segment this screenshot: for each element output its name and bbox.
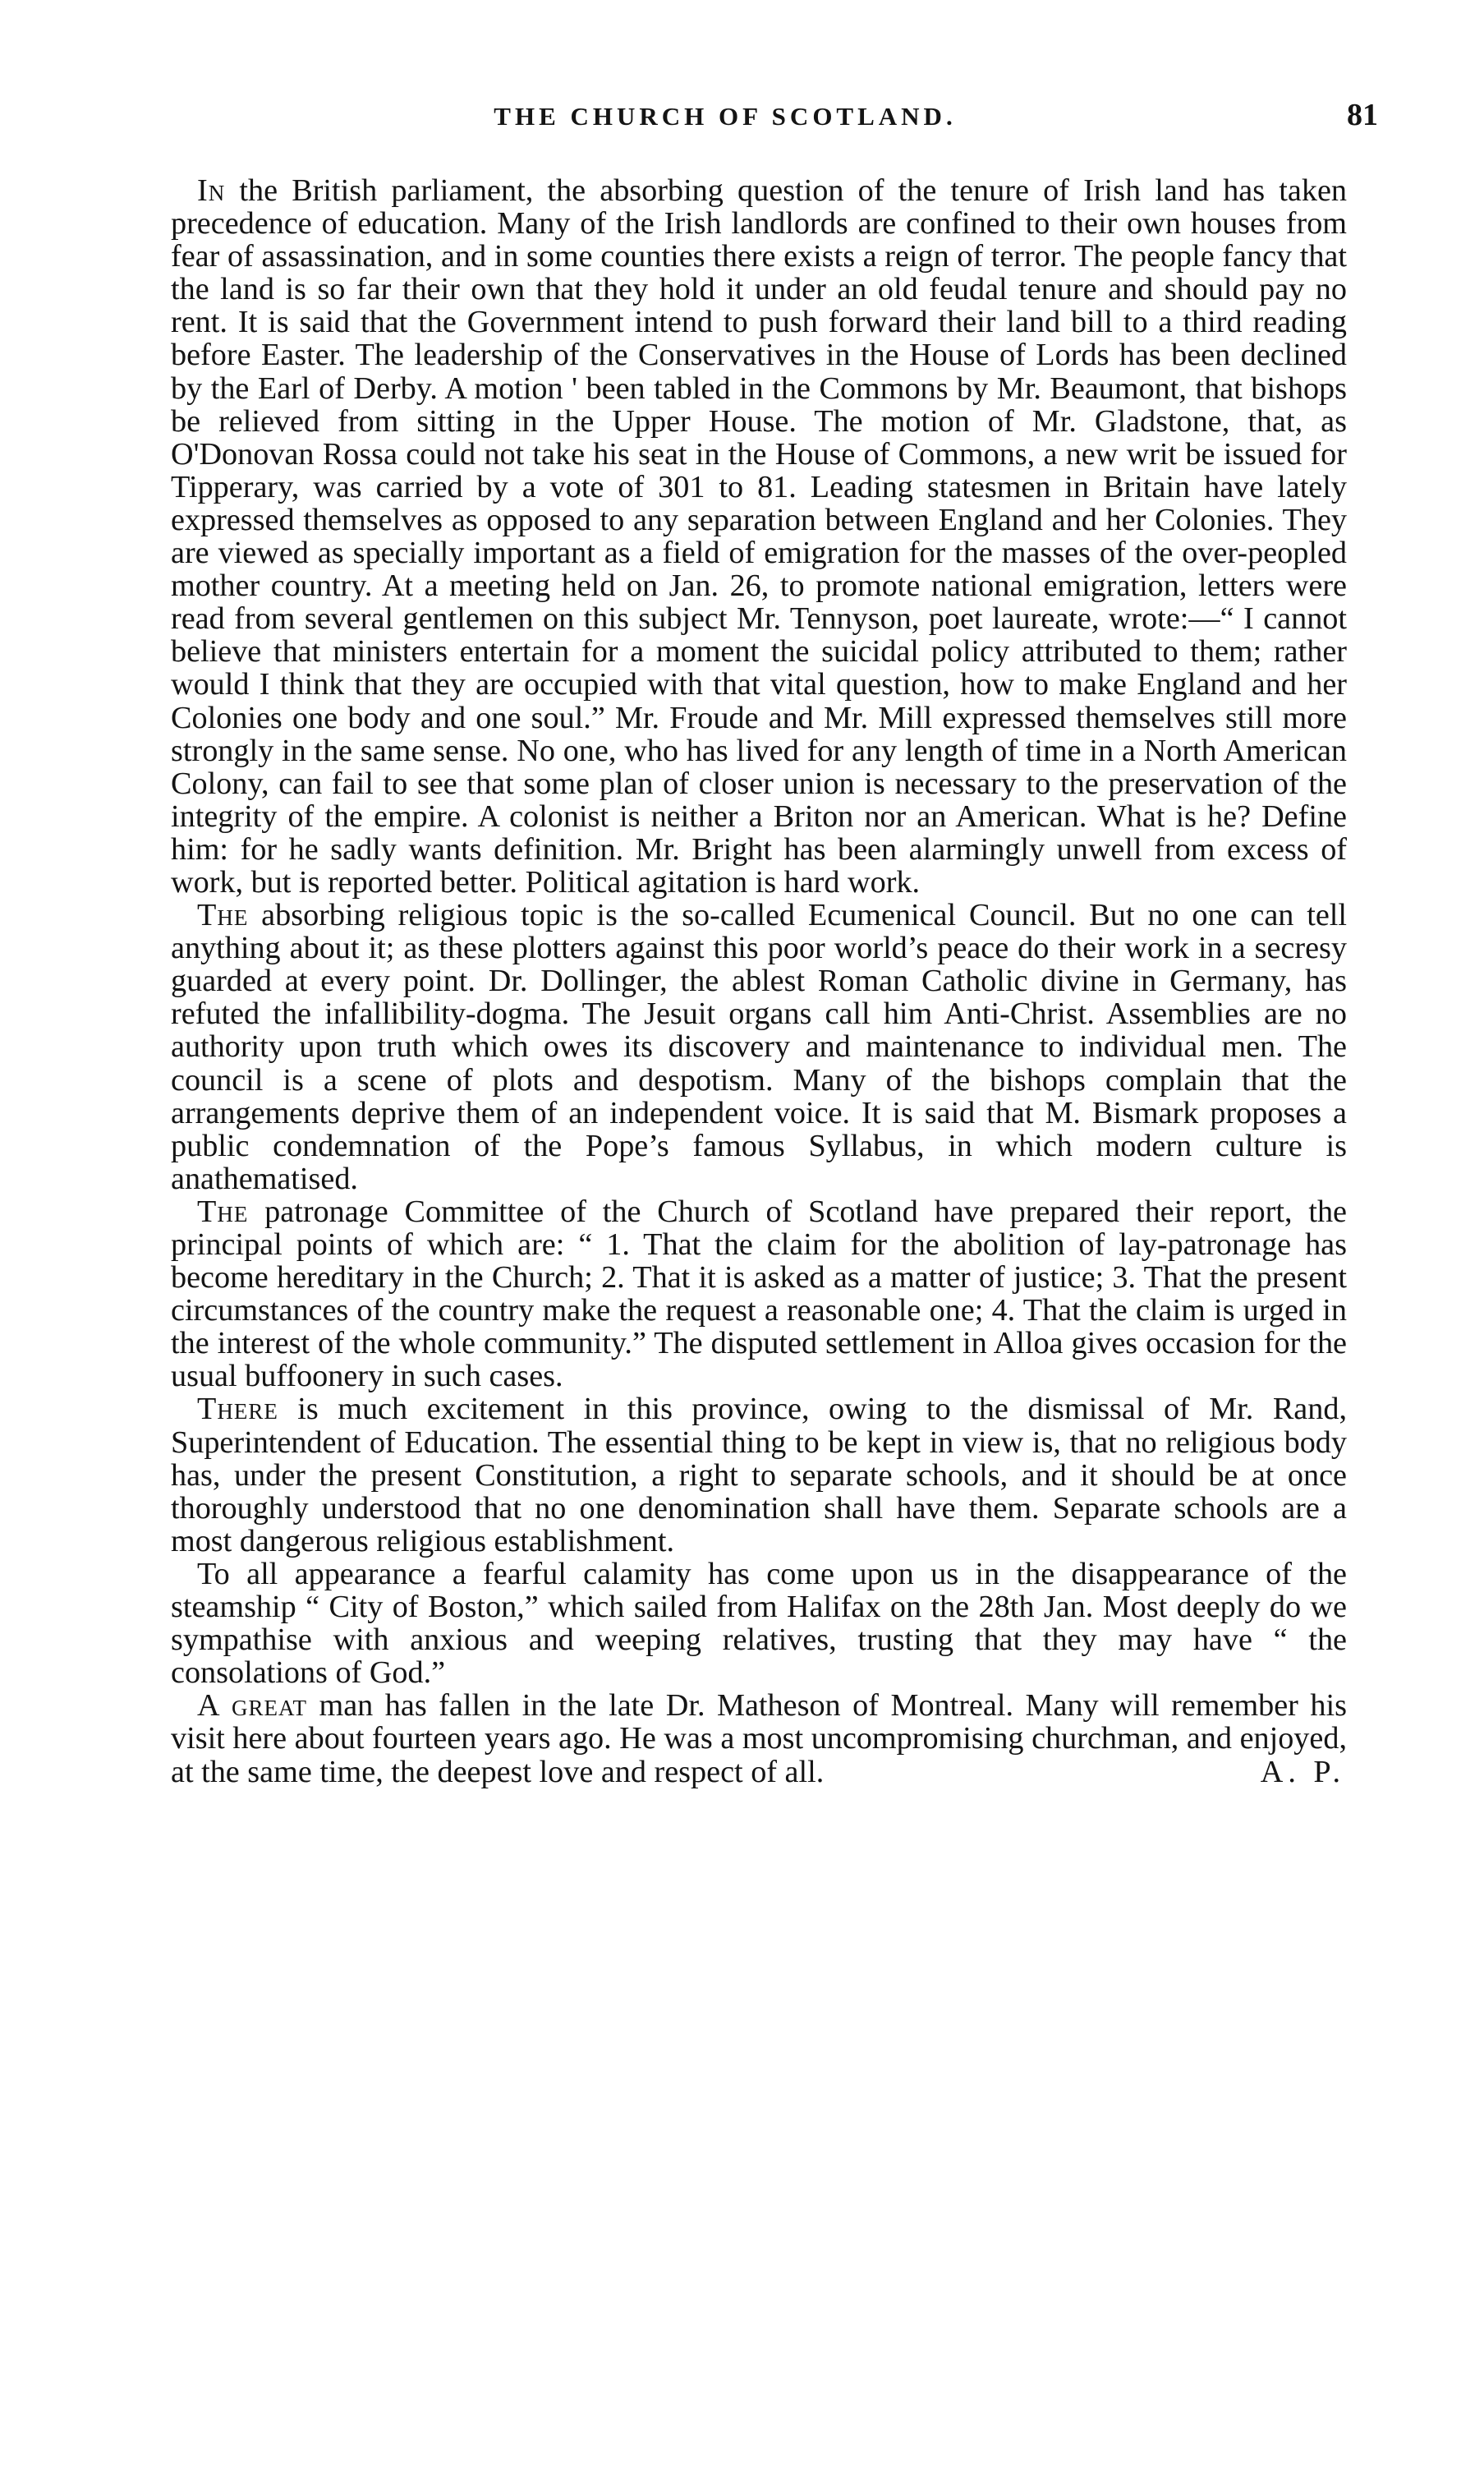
page-number: 81 (1347, 98, 1378, 132)
body-text (171, 174, 1347, 1788)
paragraph-city-of-boston (171, 1558, 1347, 1689)
paragraph-irish-land (171, 174, 1347, 899)
paragraph-lead-word: A great (197, 1688, 307, 1724)
paragraph-text: To all appearance a fearful calamity has come upon us in the disappearance of the steamship “ City of Boston,” which sailed from Halifax on the 28th Jan. Most deeply do we sympathise with anxious and weeping relatives, trusting that they may have “ the consolations of God.” (171, 1556, 1347, 1691)
paragraph-dr-matheson (171, 1689, 1347, 1788)
paragraph-patronage-committee (171, 1195, 1347, 1393)
paragraph-ecumenical-council (171, 899, 1347, 1195)
paragraph-lead-word: The (197, 898, 249, 933)
paragraph-lead-word: The (197, 1194, 249, 1229)
paragraph-text: man has fallen in the late Dr. Matheson of Montreal. Many will remember his visit here about fourteen years ago. He was a most uncompromising churchman, and enjoyed, at the same time, the deepest love and respect of all. (171, 1688, 1347, 1789)
running-title: THE CHURCH OF SCOTLAND. (494, 102, 957, 131)
running-head (72, 69, 1378, 150)
paragraph-text: the British parliament, the absorbing question of the tenure of Irish land has taken precedence of education. Many of the Irish landlords are confined to their own houses from fear of assassination, and in some counties there exists a reign of terror. The people fancy that the land is so far their own that they hold it under an old feudal tenure and should pay no rent. It is said that the Government intend to push forward their land bill to a third reading before Easter. The leadership of the Conservatives in the House of Lords has been declined by the Earl of Derby. A motion ' been tabled in the Commons by Mr. Beaumont, that bishops be relieved from sitting in the Upper House. The motion of Mr. Gladstone, that, as O'Donovan Rossa could not take his seat in the House of Commons, a new writ be issued for Tipperary, was carried by a vote of 301 to 81. Leading statesmen in Britain have lately expressed themselves as opposed to any separation between England and her Colonies. They are viewed as specially important as a field of emigration for the masses of the over-peopled mother country. At a meeting held on Jan. 26, to promote national emigration, letters were read from several gentlemen on this subject Mr. Tennyson, poet laureate, wrote:—“ I cannot believe that ministers entertain for a moment the suicidal policy attributed to them; rather would I think that they are occupied with that vital question, how to make England and her Colonies one body and one soul.” Mr. Froude and Mr. Mill expressed themselves still more strongly in the same sense. No one, who has lived for any length of time in a North American Colony, can fail to see that some plan of closer union is necessary to the preservation of the integrity of the empire. A colonist is neither a Briton nor an American. What is he? Define him: for he sadly wants definition. Mr. Bright has been alarmingly unwell from excess of work, but is reported better. Political agitation is hard work. (171, 173, 1347, 900)
document-page (72, 69, 1378, 2435)
paragraph-lead-word: There (197, 1392, 278, 1427)
paragraph-lead-word: In (197, 173, 226, 208)
paragraph-text: absorbing religious topic is the so-called Ecumenical Council. But no one can tell anything about it; as these plotters against this poor world’s peace do their work in a secresy guarded at every point. Dr. Dollinger, the ablest Roman Catholic divine in Germany, has refuted the infallibility-dogma. The Jesuit organs call him Anti-Christ. Assemblies are no authority upon truth which owes its discovery and maintenance to individual men. The council is a scene of plots and despotism. Many of the bishops complain that the arrangements deprive them of an independent voice. It is said that M. Bismark proposes a public condemnation of the Pope’s famous Syllabus, in which modern culture is anathematised. (171, 898, 1347, 1196)
paragraph-separate-schools (171, 1392, 1347, 1557)
paragraph-text: patronage Committee of the Church of Scotland have prepared their report, the principal points of which are: “ 1. That the claim for the abolition of lay-patronage has become hereditary in the Church; 2. That it is asked as a matter of justice; 3. That the present circumstances of the country make the request a reasonable one; 4. That the claim is urged in the interest of the whole community.” The disputed settlement in Alloa gives occasion for the usual buffoonery in such cases. (171, 1194, 1347, 1394)
author-signature: A. P. (1260, 1754, 1345, 1789)
paragraph-text: is much excitement in this province, owing to the dismissal of Mr. Rand, Superintendent of Education. The essential thing to be kept in view is, that no religious body has, under the present Constitution, a right to separate schools, and it should be at once thoroughly understood that no one denomination shall have them. Separate schools are a most dangerous religious establishment. (171, 1392, 1347, 1558)
